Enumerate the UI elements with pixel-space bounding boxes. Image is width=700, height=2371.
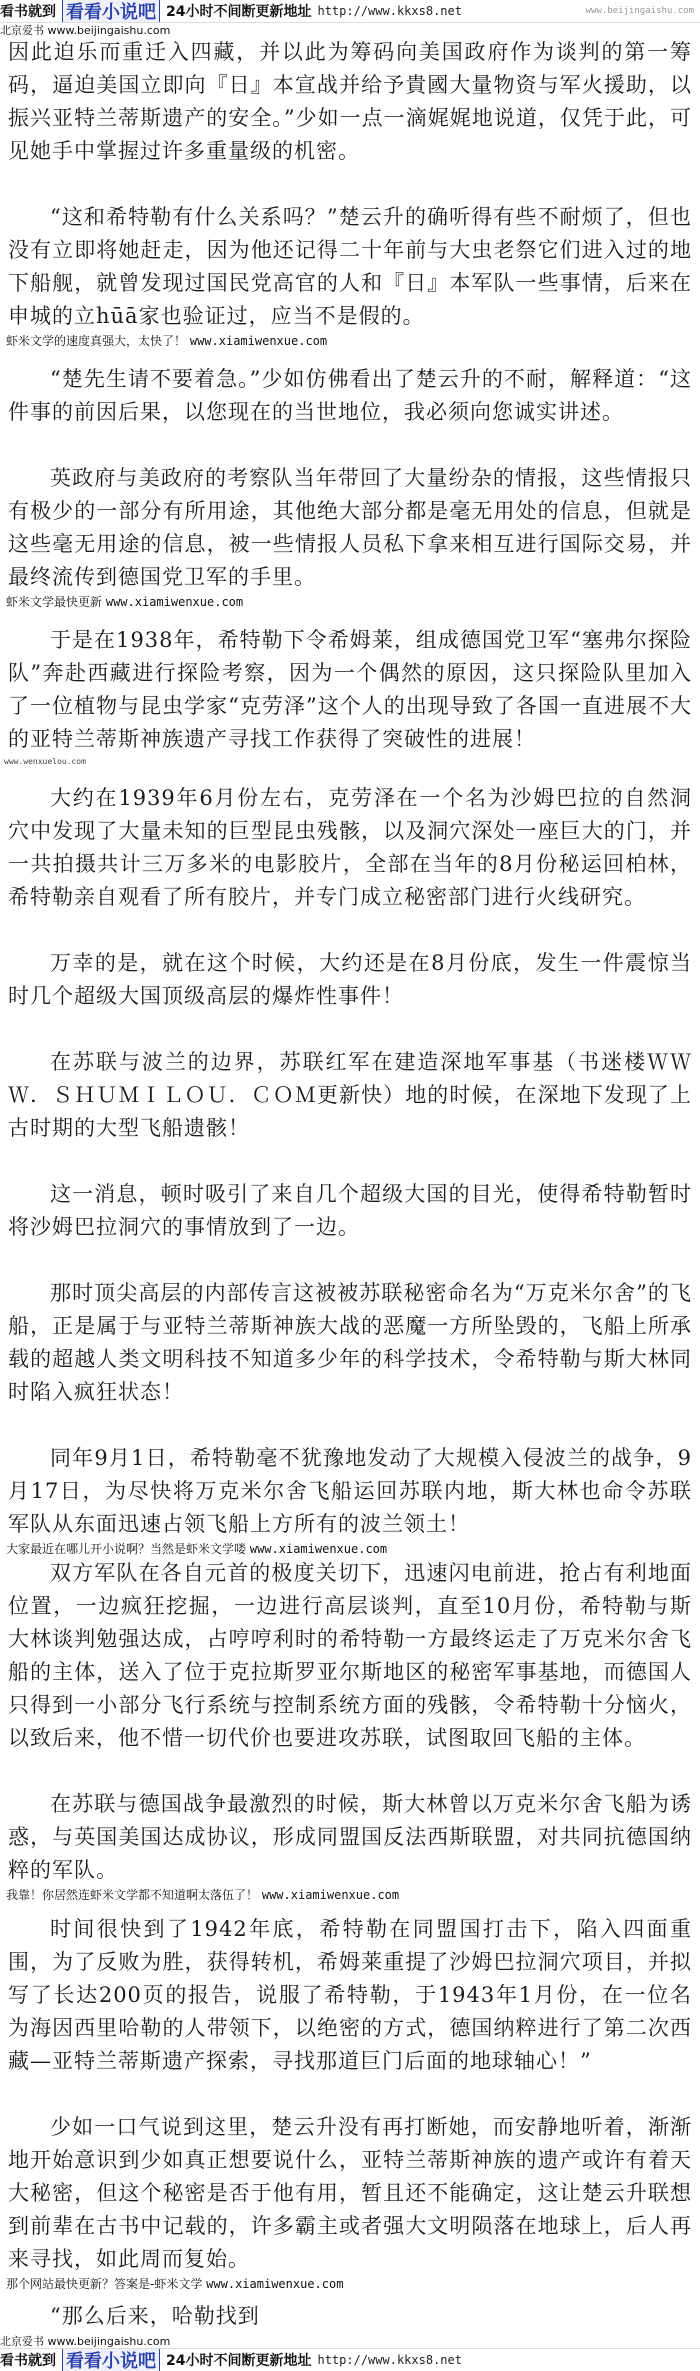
watermark-ad[interactable] <box>0 1541 700 1557</box>
watermark-label: 大家最近在哪儿开小说啊？当然是虾米文学喽 <box>6 1542 247 1556</box>
bottom-site-banner <box>0 2348 700 2371</box>
banner-url-link[interactable]: http://www.kkxs8.net <box>317 4 462 18</box>
tiny-watermark: www.wenxuelou.com <box>4 757 86 766</box>
banner-prefix: 看书就到 <box>0 2353 56 2369</box>
paragraph: “这和希特勒有什么关系吗？”楚云升的确听得有些不耐烦了，但也没有立即将她赶走，因为他还记得二十年前与大虫老祭它们进入过的地下船舰，就曾发现过国民党高官的人和『日』本军队一些事情，后来在申城的立hūā家也验证过，应当不是假的。 <box>8 205 692 328</box>
banner-prefix: 看书就到 <box>0 4 56 20</box>
paragraph: “楚先生请不要着急。”少如仿佛看出了楚云升的不耐，解释道：“这件事的前因后果，以您现在的当世地位，我必须向您诚实讲述。 <box>8 367 692 424</box>
watermark-label: 我靠！你居然连虾米文学都不知道啊太落伍了！ <box>6 1888 259 1902</box>
watermark-ad[interactable] <box>0 1887 700 1903</box>
paragraph: 大约在1939年6月份左右，克劳泽在一个名为沙姆巴拉的自然洞穴中发现了大量未知的巨型昆虫残骸，以及洞穴深处一座巨大的门，并一共拍摄共计三万多米的电影胶片，全部在当年的8月份秘运回柏林，希特勒亲自观看了所有胶片，并专门成立秘密部门进行火线研究。 <box>8 786 692 909</box>
paragraph: 万幸的是，就在这个时候，大约还是在8月份底，发生一件震惊当时几个超级大国顶级高层的爆炸性事件！ <box>8 951 692 1008</box>
watermark-host[interactable]: www.xiamiwenxue.com <box>189 334 328 348</box>
paragraph: 同年9月1日，希特勒毫不犹豫地发动了大规模入侵波兰的战争，9月17日，为尽快将万克米尔舍飞船运回苏联内地，斯大林也命令苏联军队从东面迅速占领飞船上方所有的波兰领土！ <box>8 1446 692 1536</box>
source-label-bottom: 北京爱书 www.beijingaishu.com <box>0 2335 171 2348</box>
article-body <box>0 36 700 2333</box>
paragraph: 于是在1938年，希特勒下令希姆莱，组成德国党卫军“塞弗尔探险队”奔赴西藏进行探险考察，因为一个偶然的原因，这只探险队里加入了一位植物与昆虫学家“克劳泽”这个人的出现导致了各国一直进展不大的亚特兰蒂斯神族遗产寻找工作获得了突破性的进展！ <box>8 628 692 751</box>
paragraph: 英政府与美政府的考察队当年带回了大量纷杂的情报，这些情报只有极少的一部分有所用途，其他绝大部分都是毫无用处的信息，但就是这些毫无用途的信息，被一些情报人员私下拿来相互进行国际交易，并最终流传到德国党卫军的手里。 <box>8 466 692 589</box>
banner-tagline: 24小时不间断更新地址 <box>166 2353 312 2369</box>
paragraph: 在苏联与波兰的边界，苏联红军在建造深地军事基（书迷楼ＷＷＷ．ＳＨＵＭＩＬＯＵ．ＣＯＭ更新快）地的时候，在深地下发现了上古时期的大型飞船遗骸！ <box>8 1050 692 1140</box>
watermark-host[interactable]: www.xiamiwenxue.com <box>261 1888 400 1902</box>
site-brand-logo[interactable]: 看看小说吧 <box>62 2348 160 2371</box>
watermark-ad[interactable] <box>0 2276 700 2292</box>
paragraph: 因此迫乐而重迁入四藏，并以此为筹码向美国政府作为谈判的第一筹码，逼迫美国立即向『日』本宣战并给予貴國大量物资与军火援助，以振兴亚特兰蒂斯遗产的安全。”少如一点一滴娓娓地说道，仅凭于此，可见她手中掌握过许多重量级的机密。 <box>8 40 692 163</box>
paragraph: 在苏联与德国战争最激烈的时候，斯大林曾以万克米尔舍飞船为诱惑，与英国美国达成协议，形成同盟国反法西斯联盟，对共同抗德国纳粹的军队。 <box>8 1792 692 1882</box>
banner-tagline: 24小时不间断更新地址 <box>166 4 312 20</box>
watermark-label: 虾米文学最快更新 <box>6 595 103 609</box>
watermark-label: 那个网站最快更新？答案是-虾米文学 <box>6 2277 203 2291</box>
top-site-banner <box>0 0 700 23</box>
watermark-host[interactable]: www.xiamiwenxue.com <box>206 2277 344 2291</box>
paragraph: 那时顶尖高层的内部传言这被被苏联秘密命名为“万克米尔舍”的飞船，正是属于与亚特兰蒂斯神族大战的恶魔一方所坠毁的，飞船上所承载的超越人类文明科技不知道多少年的科学技术，令希特勒与斯大林同时陷入疯狂状态！ <box>8 1281 692 1404</box>
watermark-ad[interactable] <box>0 333 700 349</box>
paragraph: “那么后来，哈勒找到 <box>50 2304 260 2328</box>
paragraph: 这一消息，顿时吸引了来自几个超级大国的目光，使得希特勒暂时将沙姆巴拉洞穴的事情放到了一边。 <box>8 1182 692 1239</box>
faint-url-watermark: www.beijingaishu.com <box>585 6 694 16</box>
site-brand-logo[interactable]: 看看小说吧 <box>62 0 160 23</box>
watermark-host[interactable]: www.xiamiwenxue.com <box>105 595 244 609</box>
watermark-host[interactable]: www.xiamiwenxue.com <box>249 1542 388 1556</box>
paragraph: 双方军队在各自元首的极度关切下，迅速闪电前进，抢占有利地面位置，一边疯狂挖掘，一边进行高层谈判，直至10月份，希特勒与斯大林谈判勉强达成，占哼哼利时的希特勒一方最终运走了万克米尔舍飞船的主体，送入了位于克拉斯罗亚尔斯地区的秘密军事基地，而德国人只得到一小部分飞行系统与控制系统方面的残骸，令希特勒十分恼火，以致后来，他不惜一切代价也要进攻苏联，试图取回飞船的主体。 <box>8 1561 692 1750</box>
watermark-label: 虾米文学的速度真强大，太快了！ <box>6 334 187 348</box>
paragraph: 时间很快到了1942年底，希特勒在同盟国打击下，陷入四面重围，为了反败为胜，获得转机，希姆莱重提了沙姆巴拉洞穴项目，并拟写了长达200页的报告，说服了希特勒，于1943年1月份，在一位名为海因西里哈勒的人带领下，以绝密的方式，德国纳粹进行了第二次西藏—亚特兰蒂斯遗产探索，寻找那道巨门后面的地球轴心！” <box>8 1917 692 2073</box>
paragraph: 少如一口气说到这里，楚云升没有再打断她，而安静地听着，渐渐地开始意识到少如真正想要说什么，亚特兰蒂斯神族的遗产或许有着天大秘密，但这个秘密是否于他有用，暂且还不能确定，这让楚云升联想到前辈在古书中记载的，许多霸主或者强大文明陨落在地球上，后人再来寻找，如此周而复始。 <box>8 2115 692 2271</box>
banner-url-link[interactable]: http://www.kkxs8.net <box>317 2353 462 2367</box>
watermark-ad[interactable] <box>0 594 700 610</box>
source-label-top: 北京爱书 www.beijingaishu.com <box>0 24 171 37</box>
